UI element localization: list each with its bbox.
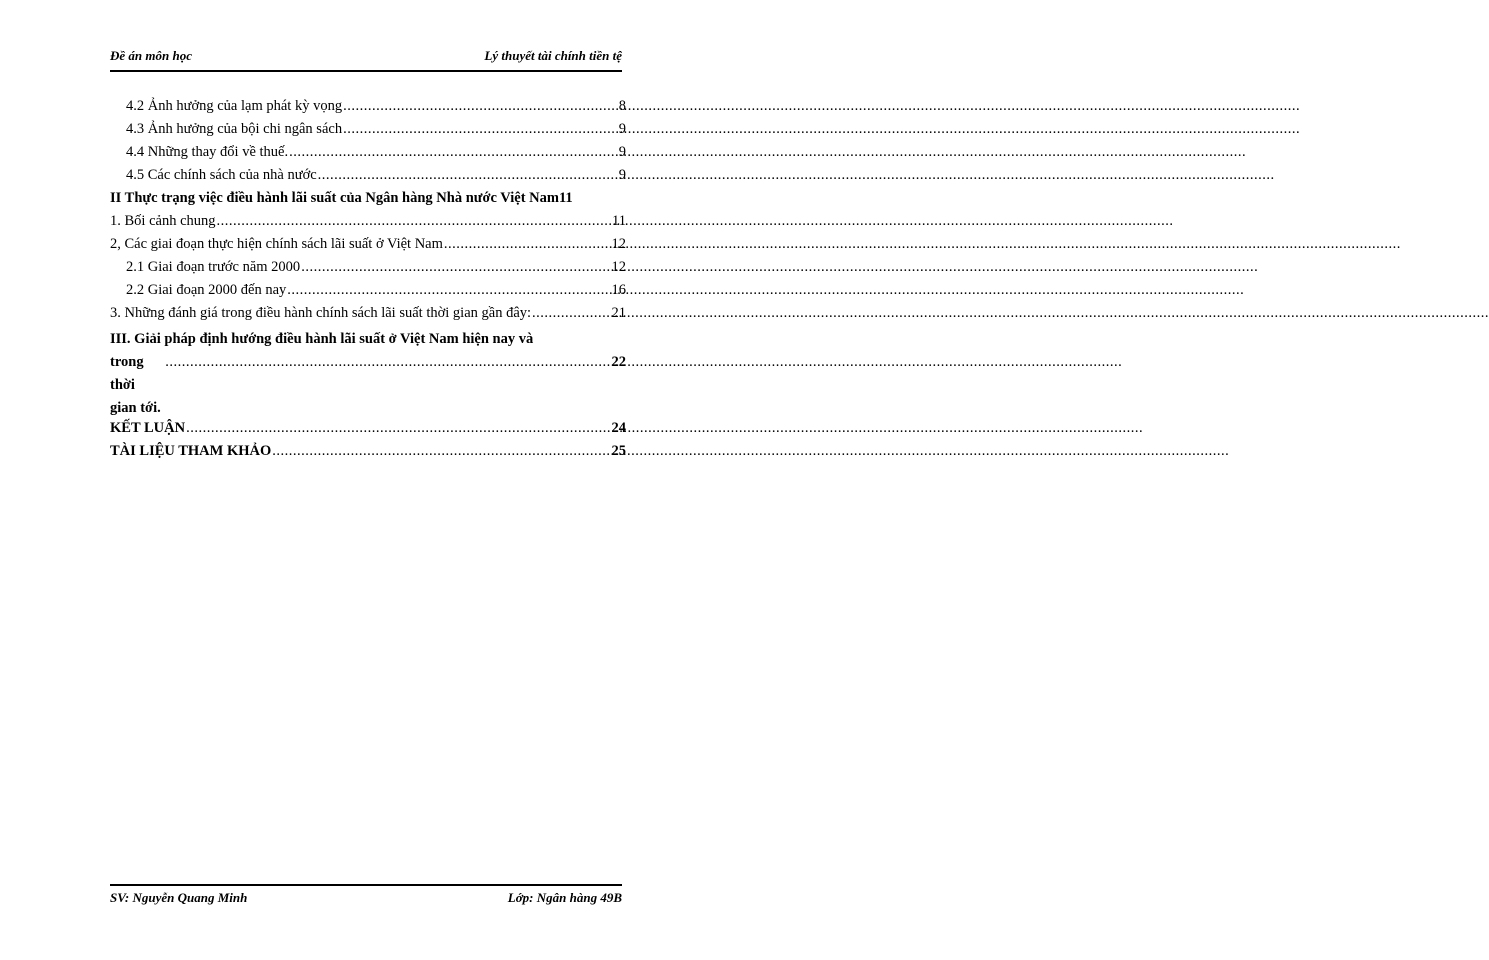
toc-entry-page: 11 <box>612 213 626 229</box>
toc-leader-dots <box>287 282 610 299</box>
toc-leader-dots <box>301 259 610 276</box>
toc-entry[interactable] <box>110 282 626 305</box>
toc-leader-dots <box>444 236 611 253</box>
toc-entry-page: 21 <box>611 305 626 321</box>
toc-entry-title: 4.2 Ảnh hưởng của lạm phát kỳ vọng <box>126 98 343 114</box>
toc-leader-dots <box>289 144 618 161</box>
toc-entry-page: 12 <box>611 259 626 275</box>
toc-entry[interactable] <box>110 259 626 282</box>
toc-leader-dots <box>318 167 618 184</box>
toc-entry-page: 11 <box>558 190 573 206</box>
toc-entry-title: TÀI LIỆU THAM KHẢO <box>110 443 272 459</box>
table-of-contents <box>110 98 626 466</box>
toc-entry-title: 2, Các giai đoạn thực hiện chính sách lãi suất ở Việt Nam <box>110 236 443 252</box>
toc-entry-title: 1. Bối cảnh chung <box>110 213 216 229</box>
toc-entry-title-continued: trong thời gian tới. <box>110 354 161 416</box>
toc-entry[interactable] <box>110 98 626 121</box>
toc-leader-dots <box>186 420 610 437</box>
header-course-title: Đề án môn học <box>110 48 192 63</box>
toc-entry[interactable] <box>110 213 626 236</box>
toc-entry-title: 4.4 Những thay đổi về thuế. <box>126 144 289 160</box>
toc-entry-title: 2.2 Giai đoạn 2000 đến nay <box>126 282 287 298</box>
toc-entry-title: KẾT LUẬN <box>110 420 186 436</box>
toc-entry[interactable] <box>110 420 626 443</box>
toc-entry-page: 12 <box>611 236 626 252</box>
toc-entry-title: 2.1 Giai đoạn trước năm 2000 <box>126 259 301 275</box>
toc-leader-dots <box>272 443 610 460</box>
toc-entry[interactable] <box>110 167 626 190</box>
toc-entry-page: 16 <box>611 282 626 298</box>
toc-entry-page: 8 <box>618 98 626 114</box>
toc-entry-title: 4.5 Các chính sách của nhà nước <box>126 167 317 183</box>
toc-entry-page: 9 <box>618 121 626 137</box>
toc-entry-page: 24 <box>611 420 626 436</box>
header-subject-title: Lý thuyết tài chính tiền tệ <box>484 48 622 63</box>
toc-entry-page: 9 <box>618 167 626 183</box>
toc-entry-title: III. Giải pháp định hướng điều hành lãi suất ở Việt Nam hiện nay và <box>110 331 534 347</box>
toc-leader-dots <box>165 351 610 374</box>
toc-entry[interactable] <box>110 144 626 167</box>
toc-leader-dots <box>343 121 618 138</box>
toc-entry-title: 3. Những đánh giá trong điều hành chính sách lãi suất thời gian gần đây: <box>110 305 532 321</box>
toc-entry-title: 4.3 Ảnh hưởng của bội chi ngân sách <box>126 121 343 137</box>
toc-entry[interactable] <box>110 305 626 328</box>
footer-class-name: Lớp: Ngân hàng 49B <box>507 890 622 905</box>
toc-leader-dots <box>532 305 610 322</box>
toc-leader-dots <box>343 98 618 115</box>
toc-entry[interactable] <box>110 236 626 259</box>
toc-entry[interactable] <box>110 328 626 420</box>
toc-entry[interactable] <box>110 443 626 466</box>
toc-entry[interactable] <box>110 121 626 144</box>
toc-entry-page: 25 <box>611 443 626 459</box>
page-header <box>110 48 622 72</box>
toc-leader-dots <box>217 213 612 230</box>
page-footer <box>110 884 622 908</box>
toc-entry[interactable] <box>110 190 626 213</box>
toc-entry-page: 22 <box>611 354 626 370</box>
toc-entry-title: II Thực trạng việc điều hành lãi suất của Ngân hàng Nhà nước Việt Nam <box>110 190 559 206</box>
footer-student-name: SV: Nguyễn Quang Minh <box>110 890 248 905</box>
toc-entry-page: 9 <box>618 144 626 160</box>
